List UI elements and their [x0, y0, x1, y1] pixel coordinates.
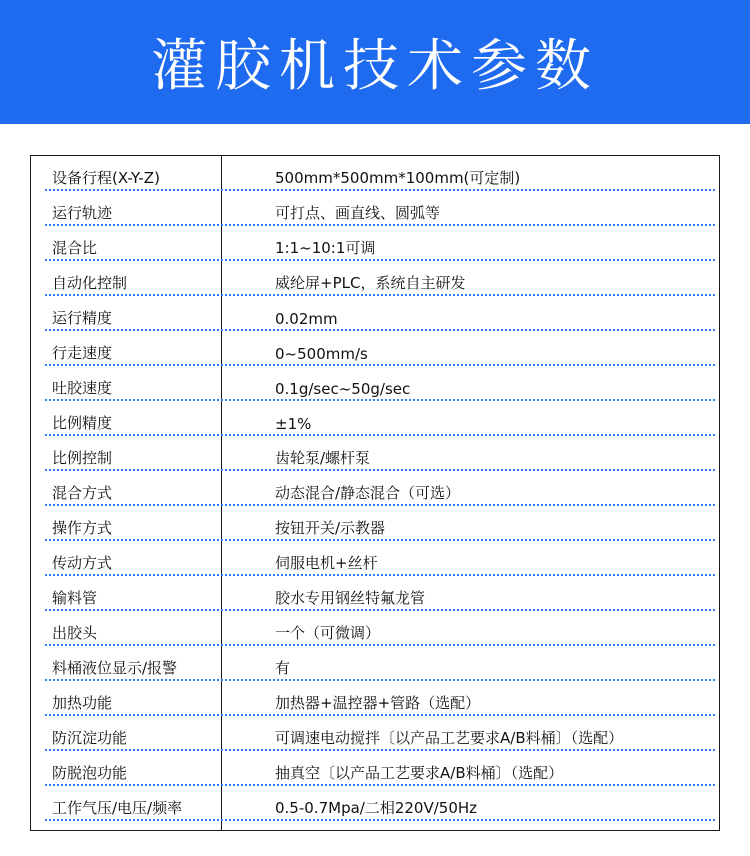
spec-value: 伺服电机+丝杆 [275, 554, 378, 572]
spec-value: 500mm*500mm*100mm(可定制) [275, 169, 521, 187]
table-row [31, 786, 719, 821]
spec-label: 加热功能 [52, 694, 113, 712]
spec-value: 1:1~10:1可调 [275, 239, 376, 257]
spec-label: 防脱泡功能 [52, 764, 128, 782]
spec-value: 按钮开关/示教器 [275, 519, 386, 537]
table-row [31, 191, 719, 226]
spec-label: 输料管 [52, 589, 98, 607]
table-row [31, 471, 719, 506]
spec-value: 0.5-0.7Mpa/二相220V/50Hz [275, 799, 478, 817]
spec-value: 0.02mm [275, 310, 338, 328]
table-row [31, 541, 719, 576]
spec-value: 可调速电动搅拌〔以产品工艺要求A/B料桶〕（选配） [275, 729, 624, 747]
table-row [31, 436, 719, 471]
table-row [31, 261, 719, 296]
spec-table [30, 155, 720, 831]
spec-label: 自动化控制 [52, 274, 128, 292]
spec-label: 行走速度 [52, 344, 113, 362]
table-row [31, 506, 719, 541]
table-row [31, 296, 719, 331]
spec-label: 操作方式 [52, 519, 113, 537]
spec-label: 料桶液位显示/报警 [52, 659, 178, 677]
spec-label: 运行精度 [52, 309, 113, 327]
spec-label: 比例控制 [52, 449, 113, 467]
table-row [31, 401, 719, 436]
spec-value: 一个（可微调） [275, 624, 381, 642]
title-banner [0, 0, 750, 124]
spec-label: 防沉淀功能 [52, 729, 128, 747]
spec-value: 动态混合/静态混合（可选） [275, 484, 461, 502]
spec-label: 出胶头 [52, 624, 98, 642]
spec-label: 混合比 [52, 239, 98, 257]
table-row [31, 576, 719, 611]
spec-label: 比例精度 [52, 414, 113, 432]
spec-value: 齿轮泵/螺杆泵 [275, 449, 371, 467]
spec-value: 胶水专用钢丝特氟龙管 [275, 589, 426, 607]
spec-label: 吐胶速度 [52, 379, 113, 397]
spec-label: 工作气压/电压/频率 [52, 799, 183, 817]
spec-value: ±1% [275, 415, 312, 433]
spec-label: 传动方式 [52, 554, 113, 572]
table-row [31, 751, 719, 786]
table-row [31, 226, 719, 261]
table-row [31, 681, 719, 716]
spec-value: 0.1g/sec~50g/sec [275, 380, 411, 398]
table-row [31, 156, 719, 191]
spec-label: 混合方式 [52, 484, 113, 502]
page-title: 灌胶机技术参数 [151, 34, 599, 99]
table-row [31, 611, 719, 646]
spec-label: 运行轨迹 [52, 204, 113, 222]
table-row [31, 331, 719, 366]
spec-value: 威纶屏+PLC，系统自主研发 [275, 274, 466, 292]
table-row [31, 646, 719, 681]
spec-value: 可打点、画直线、圆弧等 [275, 204, 441, 222]
table-row [31, 366, 719, 401]
spec-value: 加热器+温控器+管路（选配） [275, 694, 481, 712]
spec-value: 0~500mm/s [275, 345, 368, 363]
spec-value: 有 [275, 659, 291, 677]
table-row [31, 716, 719, 751]
spec-value: 抽真空〔以产品工艺要求A/B料桶〕（选配） [275, 764, 564, 782]
spec-label: 设备行程(X-Y-Z) [52, 169, 160, 187]
